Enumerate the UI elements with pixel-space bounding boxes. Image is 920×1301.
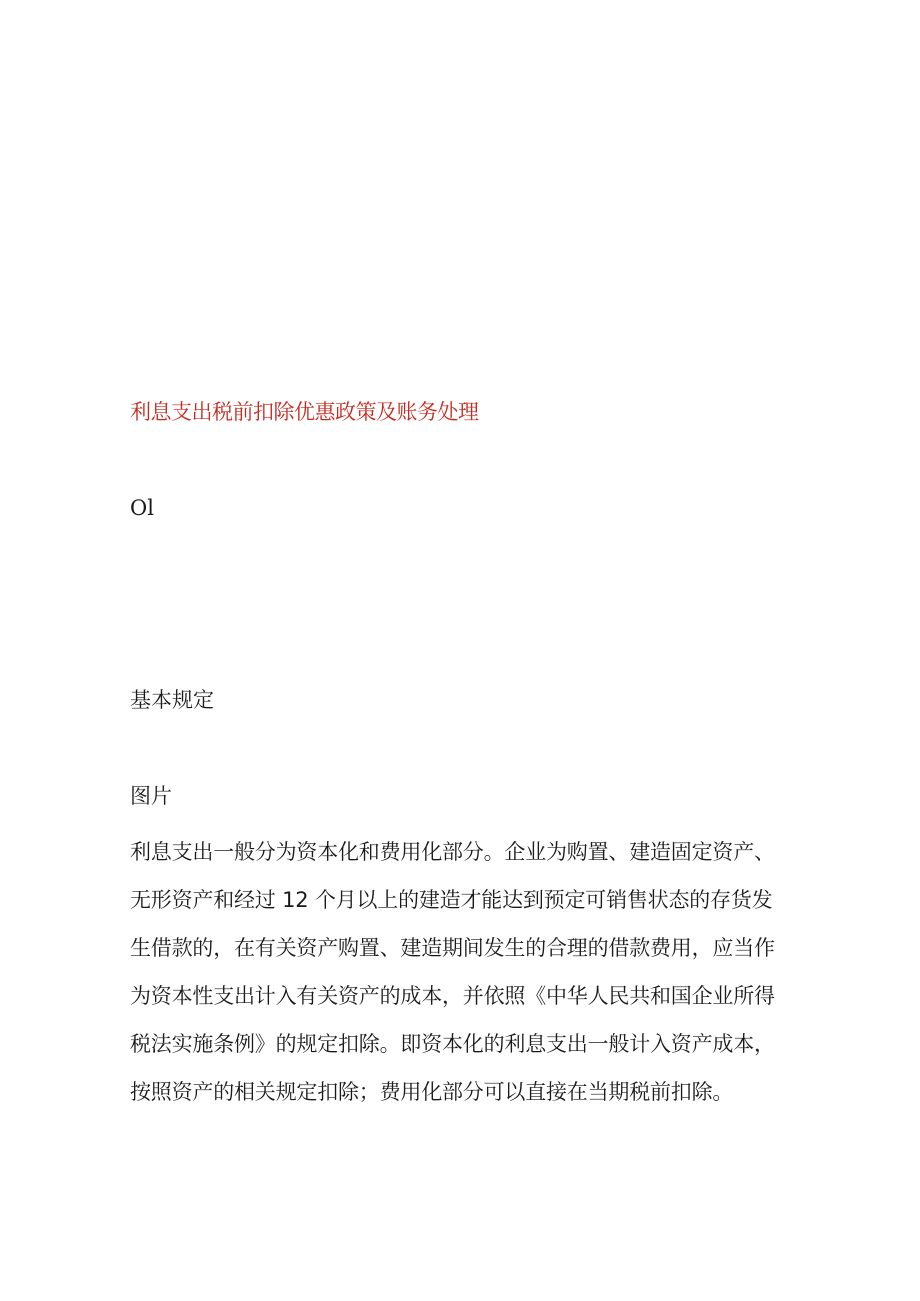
image-placeholder-label: 图片 [130, 784, 172, 808]
paragraph-line: 生借款的，在有关资产购置、建造期间发生的合理的借款费用，应当作 [130, 936, 775, 960]
paragraph-line: 按照资产的相关规定扣除；费用化部分可以直接在当期税前扣除。 [130, 1080, 734, 1104]
document-title: 利息支出税前扣除优惠政策及账务处理 [130, 400, 479, 424]
section-number: Ol [130, 496, 154, 520]
paragraph-line: 无形资产和经过 12 个月以上的建造才能达到预定可销售状态的存货发 [130, 888, 773, 912]
paragraph-line: 利息支出一般分为资本化和费用化部分。企业为购置、建造固定资产、 [130, 840, 775, 864]
body-paragraph [130, 828, 820, 1116]
section-heading: 基本规定 [130, 688, 214, 712]
paragraph-line: 为资本性支出计入有关资产的成本，并依照《中华人民共和国企业所得 [130, 984, 775, 1008]
paragraph-line: 税法实施条例》的规定扣除。即资本化的利息支出一般计入资产成本， [130, 1032, 775, 1056]
